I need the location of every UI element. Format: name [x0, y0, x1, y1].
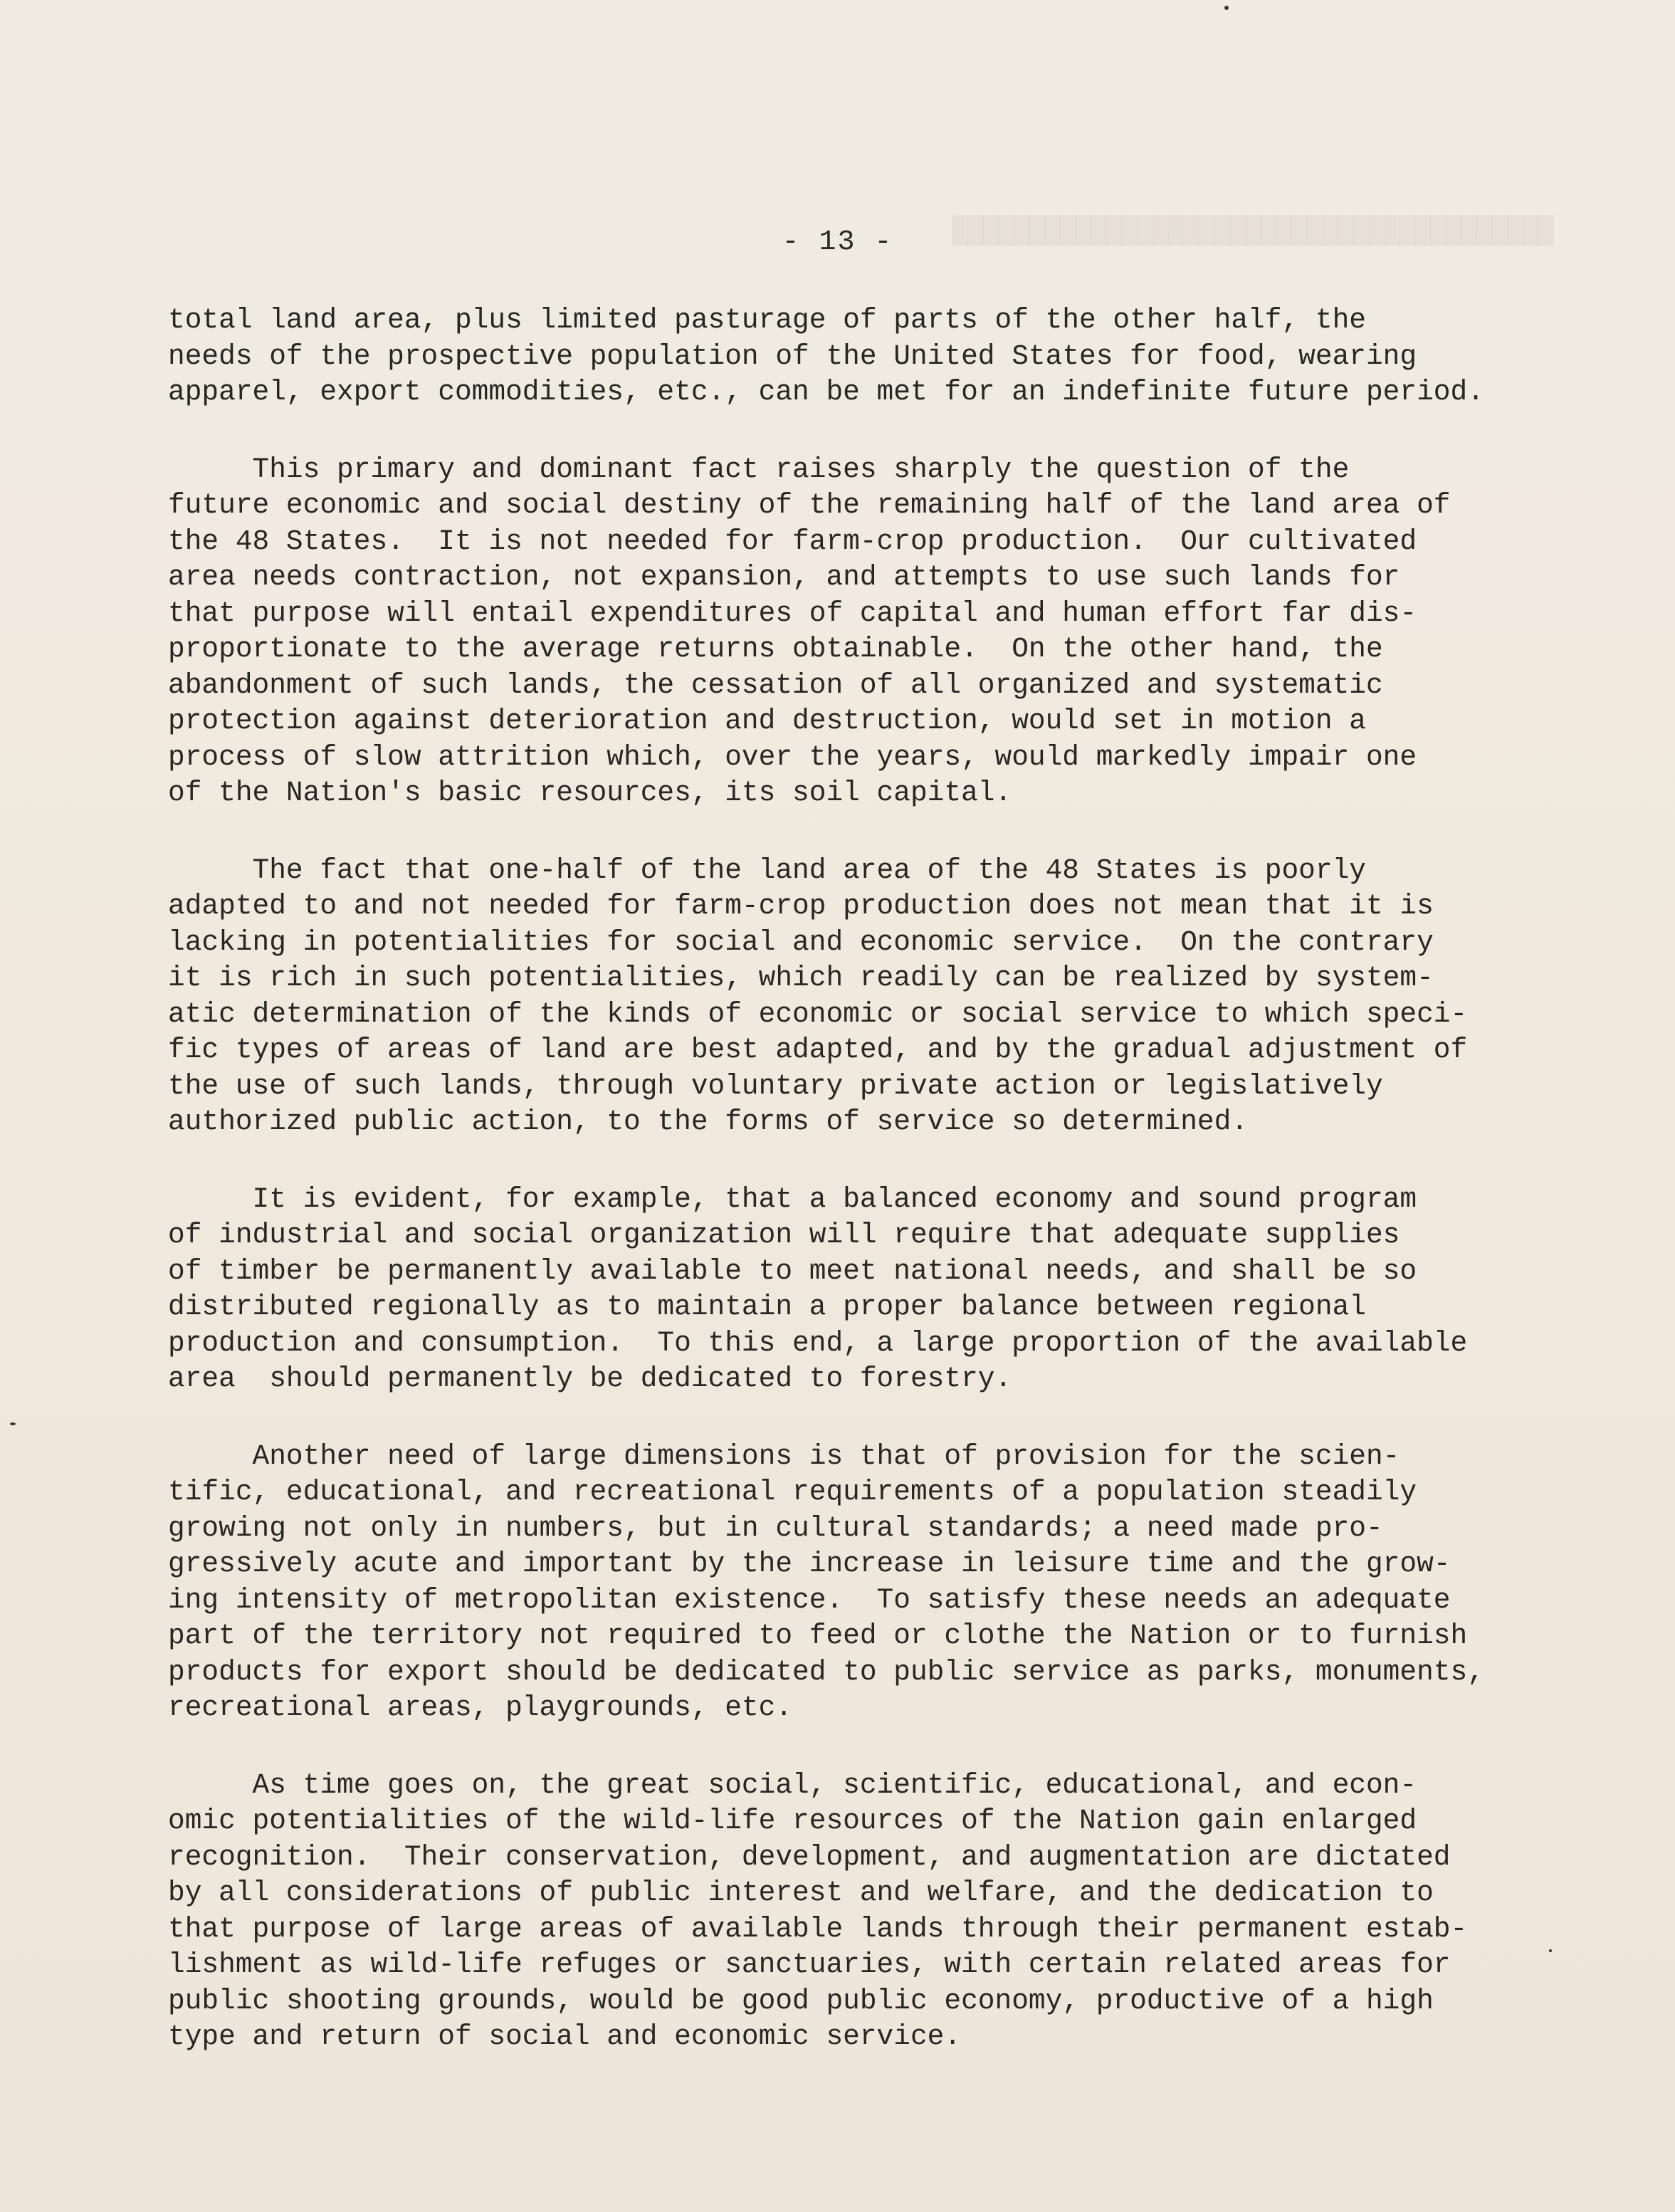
- text-line: public shooting grounds, would be good public economy, productive of a high: [168, 1984, 1434, 2017]
- text-line: future economic and social destiny of the remaining half of the land area of: [168, 489, 1451, 521]
- text-line: apparel, export commodities, etc., can be met for an indefinite future period.: [168, 376, 1484, 408]
- text-line: distributed regionally as to maintain a proper balance between regional: [168, 1291, 1366, 1323]
- text-line: fic types of areas of land are best adapted, and by the gradual adjustment of: [168, 1034, 1468, 1066]
- text-line: products for export should be dedicated to public service as parks, monuments,: [168, 1655, 1484, 1688]
- body-text: [168, 303, 1542, 2097]
- text-line: of timber be permanently available to meet national needs, and shall be so: [168, 1254, 1417, 1287]
- text-line: authorized public action, to the forms of service so determined.: [168, 1106, 1249, 1138]
- ink-speck: [1549, 1949, 1552, 1952]
- paragraph-1: [168, 303, 1542, 411]
- text-line: lacking in potentialities for social and economic service. On the contrary: [168, 926, 1434, 958]
- text-line: abandonment of such lands, the cessation of all organized and systematic: [168, 669, 1383, 701]
- page-number: - 13 -: [782, 226, 893, 258]
- text-line: It is evident, for example, that a balanced economy and sound program: [168, 1183, 1417, 1215]
- text-line: Another need of large dimensions is that of provision for the scien-: [168, 1440, 1400, 1472]
- text-line: recognition. Their conservation, development, and augmentation are dictated: [168, 1840, 1451, 1873]
- text-line: ing intensity of metropolitan existence. To satisfy these needs an adequate: [168, 1583, 1451, 1616]
- text-line: atic determination of the kinds of economic or social service to which speci-: [168, 997, 1468, 1030]
- text-line: total land area, plus limited pasturage of parts of the other half, the: [168, 304, 1366, 336]
- text-line: type and return of social and economic service.: [168, 2020, 962, 2053]
- paragraph-5: [168, 1439, 1542, 1726]
- text-line: growing not only in numbers, but in cultural standards; a need made pro-: [168, 1511, 1383, 1544]
- text-line: gressively acute and important by the increase in leisure time and the grow-: [168, 1548, 1451, 1580]
- text-line: area needs contraction, not expansion, and attempts to use such lands for: [168, 561, 1400, 593]
- text-line: by all considerations of public interest and welfare, and the dedication to: [168, 1877, 1434, 1909]
- text-line: tific, educational, and recreational requirements of a population steadily: [168, 1476, 1417, 1508]
- ink-speck: [10, 1422, 16, 1425]
- ink-speck: [1224, 6, 1229, 10]
- text-line: adapted to and not needed for farm-crop production does not mean that it is: [168, 890, 1434, 922]
- text-line: the use of such lands, through voluntary private action or legislatively: [168, 1069, 1383, 1102]
- text-line: recreational areas, playgrounds, etc.: [168, 1692, 793, 1724]
- text-line: that purpose of large areas of available lands through their permanent estab-: [168, 1912, 1468, 1945]
- text-line: omic potentialities of the wild-life resources of the Nation gain enlarged: [168, 1805, 1417, 1837]
- text-line: of industrial and social organization will require that adequate supplies: [168, 1219, 1400, 1251]
- text-line: protection against deterioration and destruction, would set in motion a: [168, 705, 1366, 737]
- paragraph-3: [168, 853, 1542, 1141]
- text-line: lishment as wild-life refuges or sanctuaries, with certain related areas for: [168, 1949, 1451, 1981]
- text-line: process of slow attrition which, over the years, would markedly impair one: [168, 740, 1417, 773]
- reverse-side-bleed-through: ███████████████████████████████████████: [952, 216, 1554, 246]
- text-line: it is rich in such potentialities, which readily can be realized by system-: [168, 962, 1434, 994]
- text-line: of the Nation's basic resources, its soil capital.: [168, 777, 1012, 809]
- text-line: area should permanently be dedicated to forestry.: [168, 1363, 1012, 1395]
- text-line: The fact that one-half of the land area of the 48 States is poorly: [168, 854, 1366, 886]
- text-line: that purpose will entail expenditures of capital and human effort far dis-: [168, 597, 1417, 629]
- text-line: production and consumption. To this end, a large proportion of the available: [168, 1326, 1468, 1359]
- text-line: This primary and dominant fact raises sharply the question of the: [168, 453, 1350, 486]
- text-line: As time goes on, the great social, scientific, educational, and econ-: [168, 1768, 1417, 1801]
- text-line: proportionate to the average returns obtainable. On the other hand, the: [168, 633, 1383, 665]
- paragraph-6: [168, 1768, 1542, 2055]
- text-line: needs of the prospective population of the United States for food, wearing: [168, 340, 1417, 372]
- paragraph-4: [168, 1182, 1542, 1398]
- paragraph-2: [168, 452, 1542, 812]
- text-line: the 48 States. It is not needed for farm-crop production. Our cultivated: [168, 525, 1417, 557]
- text-line: part of the territory not required to feed or clothe the Nation or to furnish: [168, 1620, 1468, 1652]
